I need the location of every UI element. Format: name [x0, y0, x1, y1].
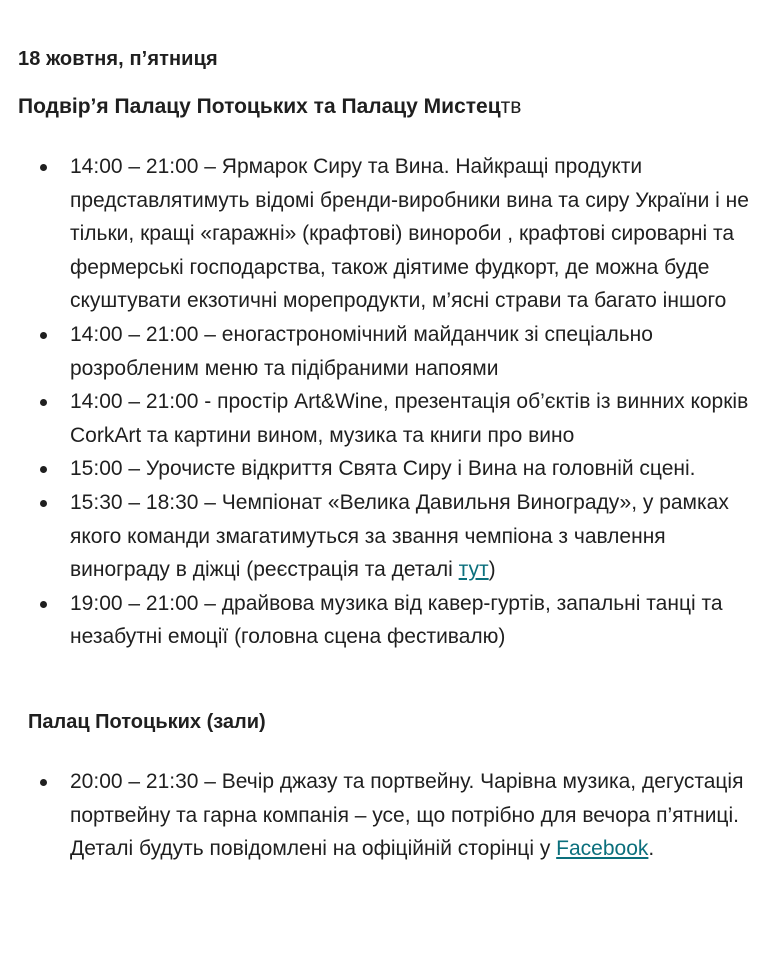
bullet-icon — [40, 164, 47, 171]
event-text: 14:00 – 21:00 - простір Art&Wine, презентація об’єктів із винних корків CorkArt та картини вином, музика та книги про вино — [70, 390, 749, 447]
event-text: 14:00 – 21:00 – еногастрономічний майданчик зі спеціально розробленим меню та підібраними напоями — [70, 322, 653, 380]
section-title-courtyard — [18, 95, 521, 119]
list-item — [40, 385, 770, 452]
bullet-icon — [40, 466, 47, 473]
event-text: 14:00 – 21:00 – Ярмарок Сиру та Вина. Найкращі продукти представлятимуть відомі бренди-виробники вина та сиру України і не тільки, кращі «гаражні» (крафтові) винороби , крафтові сироварні та фермерські господарства, також діятиме фудкорт, де можна буде скуштувати екзотичні морепродукти, м’ясні страви та багато іншого — [70, 155, 749, 313]
bullet-icon — [40, 779, 47, 786]
list-item — [40, 765, 770, 866]
section-title-bold: Подвір’я Палацу Потоцьких та Палацу Мистец — [18, 95, 501, 118]
facebook-link[interactable]: Facebook — [556, 837, 649, 861]
list-item — [40, 318, 770, 385]
event-text: 19:00 – 21:00 – драйвова музика від кавер-гуртів, запальні танці та незабутні емоції (головна сцена фестивалю) — [70, 591, 723, 649]
date-heading: 18 жовтня, п’ятниця — [18, 48, 218, 70]
list-item — [40, 587, 770, 654]
list-item — [40, 150, 770, 318]
event-list-halls — [40, 765, 770, 866]
event-text-end: ) — [488, 558, 496, 582]
bullet-icon — [40, 601, 47, 608]
registration-link[interactable]: тут — [458, 558, 489, 582]
event-text: 15:00 – Урочисте відкриття Свята Сиру і Вина на головній сцені. — [70, 457, 696, 481]
bullet-icon — [40, 332, 47, 339]
bullet-icon — [40, 399, 47, 406]
section-title-tail: тв — [500, 95, 522, 118]
event-text: 20:00 – 21:30 – Вечір джазу та портвейну. Чарівна музика, дегустація портвейну та гарна компанія – усе, що потрібно для вечора п’ятниці. Деталі будуть повідомлені на офіційній сторінці у — [70, 770, 744, 861]
section-title-halls: Палац Потоцьких (зали) — [28, 711, 266, 733]
event-text: 15:30 – 18:30 – Чемпіонат «Велика Давильня Винограду», у рамках якого команди змагатимуться за звання чемпіона з чавлення винограду в діжці (реєстрація та деталі — [70, 490, 729, 582]
list-item — [40, 452, 770, 486]
event-list-courtyard — [40, 150, 770, 654]
bullet-icon — [40, 500, 47, 507]
list-item — [40, 486, 770, 587]
event-text-end: . — [648, 837, 655, 861]
